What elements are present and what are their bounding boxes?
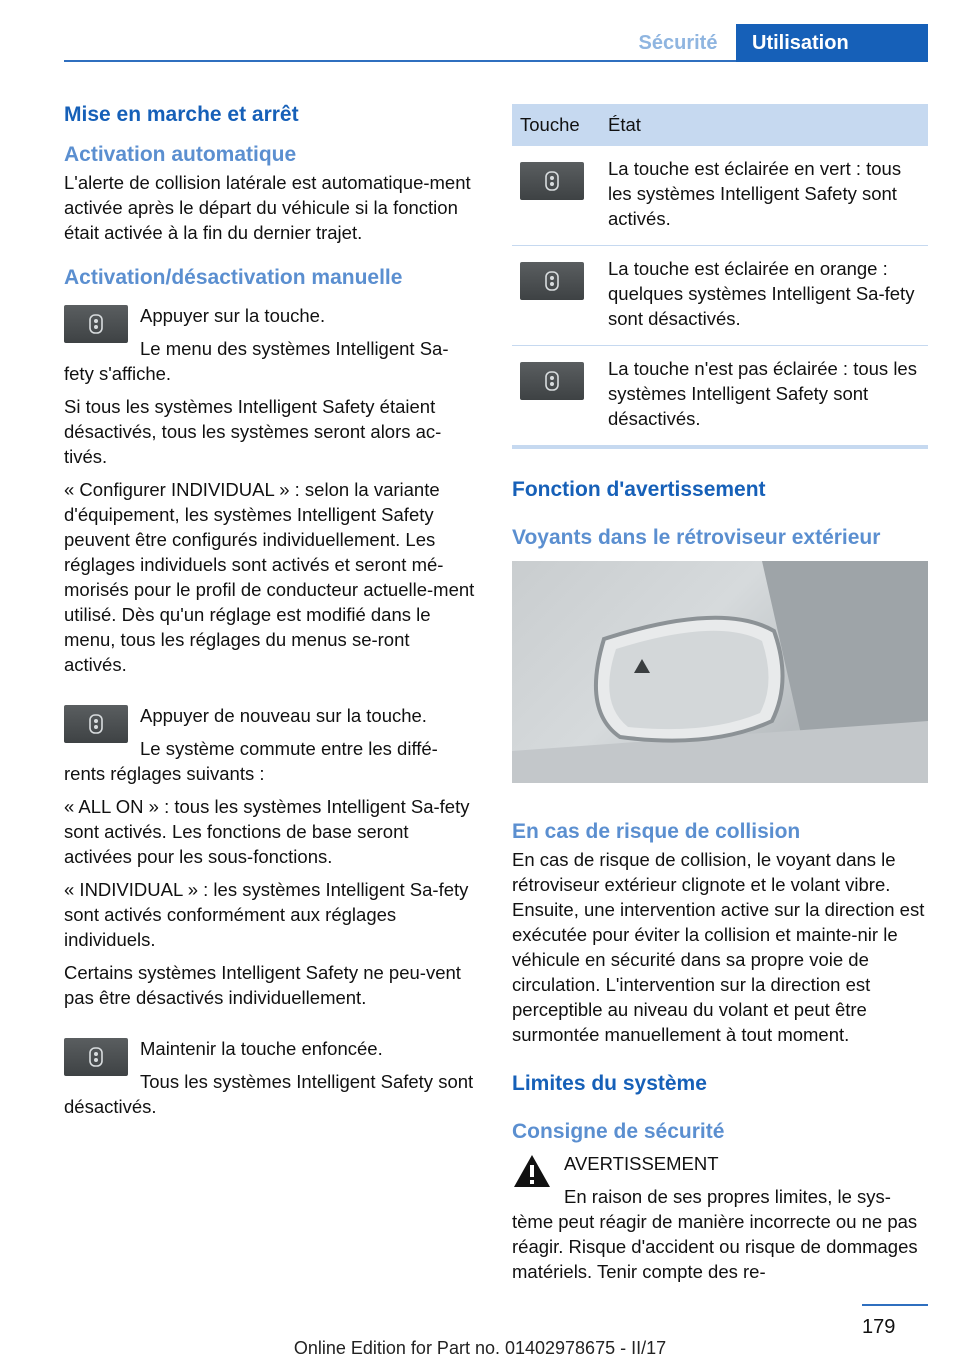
table-row	[512, 146, 928, 246]
heading-system-limits: Limites du système	[512, 1072, 707, 1095]
intelligent-safety-button-image	[64, 705, 128, 743]
instruction-hold-button	[64, 1036, 476, 1119]
step-result-text: Tous les systèmes Intelligent Safety sont désactivés.	[64, 1071, 474, 1117]
table-cell-state: La touche est éclairée en orange : quelques systèmes Intelligent Sa-fety sont désactivés.	[600, 246, 928, 346]
table-header-row	[512, 104, 928, 146]
side-mirror-illustration	[512, 561, 928, 783]
heading-auto-activation: Activation automatique	[64, 143, 297, 166]
intelligent-safety-button-image	[64, 1038, 128, 1076]
step-text: Maintenir la touche enfoncée.	[140, 1038, 383, 1059]
footer-edition: Online Edition for Part no. 01402978675 - II/17	[293, 1338, 667, 1358]
step-result-text: Le système commute entre les diffé-rents réglages suivants :	[64, 738, 438, 784]
warning-block	[512, 1151, 928, 1284]
intelligent-safety-icon	[544, 271, 560, 291]
paragraph-all-disabled: Si tous les systèmes Intelligent Safety étaient désactivés, tous les systèmes seront alors ac-tivés.	[64, 396, 442, 467]
right-column	[512, 104, 928, 1292]
intelligent-safety-icon	[88, 1047, 104, 1067]
table-cell-button	[512, 246, 600, 346]
table-cell-button	[512, 346, 600, 448]
heading-start-stop: Mise en marche et arrêt	[64, 103, 299, 126]
header-section-tab[interactable]: Sécurité	[638, 32, 718, 54]
left-column	[64, 100, 476, 1127]
column-header-etat: État	[600, 104, 928, 146]
paragraph-collision-risk: En cas de risque de collision, le voyant dans le rétroviseur extérieur clignote et le volant vibre. Ensuite, une intervention active sur la direction est exécutée pour éviter la collision et mainte-nir le véhicule en sécurité dans sa propre voie de circulation. L'intervention sur la direction est perceptible au niveau du volant et peut être surmontée manuellement à tout moment.	[512, 849, 925, 1045]
instruction-press-again	[64, 703, 476, 786]
intelligent-safety-icon	[544, 371, 560, 391]
page-number: 179	[862, 1316, 896, 1338]
table-cell-state: La touche n'est pas éclairée : tous les systèmes Intelligent Safety sont désactivés.	[600, 346, 928, 448]
intelligent-safety-icon	[88, 714, 104, 734]
paragraph-configure-individual: « Configurer INDIVIDUAL » : selon la variante d'équipement, les systèmes Intelligent Safety peuvent être configurés individuellement. Les réglages individuels sont activés et seront mé-morisés pour le profil de conducteur actuelle-ment utilisé. Dès qu'un réglage est modifié dans le menu, tous les réglages du menus se-ront activés.	[64, 479, 475, 675]
table-cell-state: La touche est éclairée en vert : tous les systèmes Intelligent Safety sont activés.	[600, 146, 928, 246]
heading-mirror-indicators: Voyants dans le rétroviseur extérieur	[512, 526, 881, 549]
intelligent-safety-icon	[544, 171, 560, 191]
instruction-press-button	[64, 303, 476, 386]
paragraph-auto-activation: L'alerte de collision latérale est automatique-ment activée après le départ du véhicule si la fonction était activée à la fin du dernier trajet.	[64, 172, 471, 243]
paragraph-all-on: « ALL ON » : tous les systèmes Intelligent Sa-fety sont activés. Les fonctions de base seront activées pour les sous-fonctions.	[64, 796, 470, 867]
table-row	[512, 246, 928, 346]
table-cell-button	[512, 146, 600, 246]
intelligent-safety-button-image	[64, 305, 128, 343]
intelligent-safety-button-image	[520, 262, 584, 300]
paragraph-certain-systems: Certains systèmes Intelligent Safety ne peu-vent pas être désactivés individuellement.	[64, 962, 461, 1008]
heading-safety-note: Consigne de sécurité	[512, 1120, 725, 1143]
step-text: Appuyer de nouveau sur la touche.	[140, 705, 427, 726]
warning-text: En raison de ses propres limites, le sys-tème peut réagir de manière incorrecte ou ne pas réagir. Risque d'accident ou risque de dommages matériels. Tenir compte des re-	[512, 1186, 918, 1282]
table-row	[512, 346, 928, 448]
paragraph-individual: « INDIVIDUAL » : les systèmes Intelligent Sa-fety sont activés conformément aux réglages individuels.	[64, 879, 469, 950]
warning-title: AVERTISSEMENT	[564, 1153, 719, 1174]
side-mirror-image	[512, 561, 928, 783]
button-state-table	[512, 104, 928, 449]
step-text: Appuyer sur la touche.	[140, 305, 326, 326]
step-result-text: Le menu des systèmes Intelligent Sa-fety s'affiche.	[64, 338, 449, 384]
heading-manual-activation: Activation/désactivation manuelle	[64, 266, 403, 289]
warning-icon	[512, 1153, 552, 1189]
intelligent-safety-button-image	[520, 162, 584, 200]
intelligent-safety-icon	[88, 314, 104, 334]
intelligent-safety-button-image	[520, 362, 584, 400]
heading-collision-risk: En cas de risque de collision	[512, 820, 801, 843]
heading-warning-function: Fonction d'avertissement	[512, 478, 766, 501]
footer-rule	[862, 1304, 928, 1306]
column-header-touche: Touche	[512, 104, 600, 146]
header-chapter-tab[interactable]: Utilisation	[736, 24, 928, 62]
